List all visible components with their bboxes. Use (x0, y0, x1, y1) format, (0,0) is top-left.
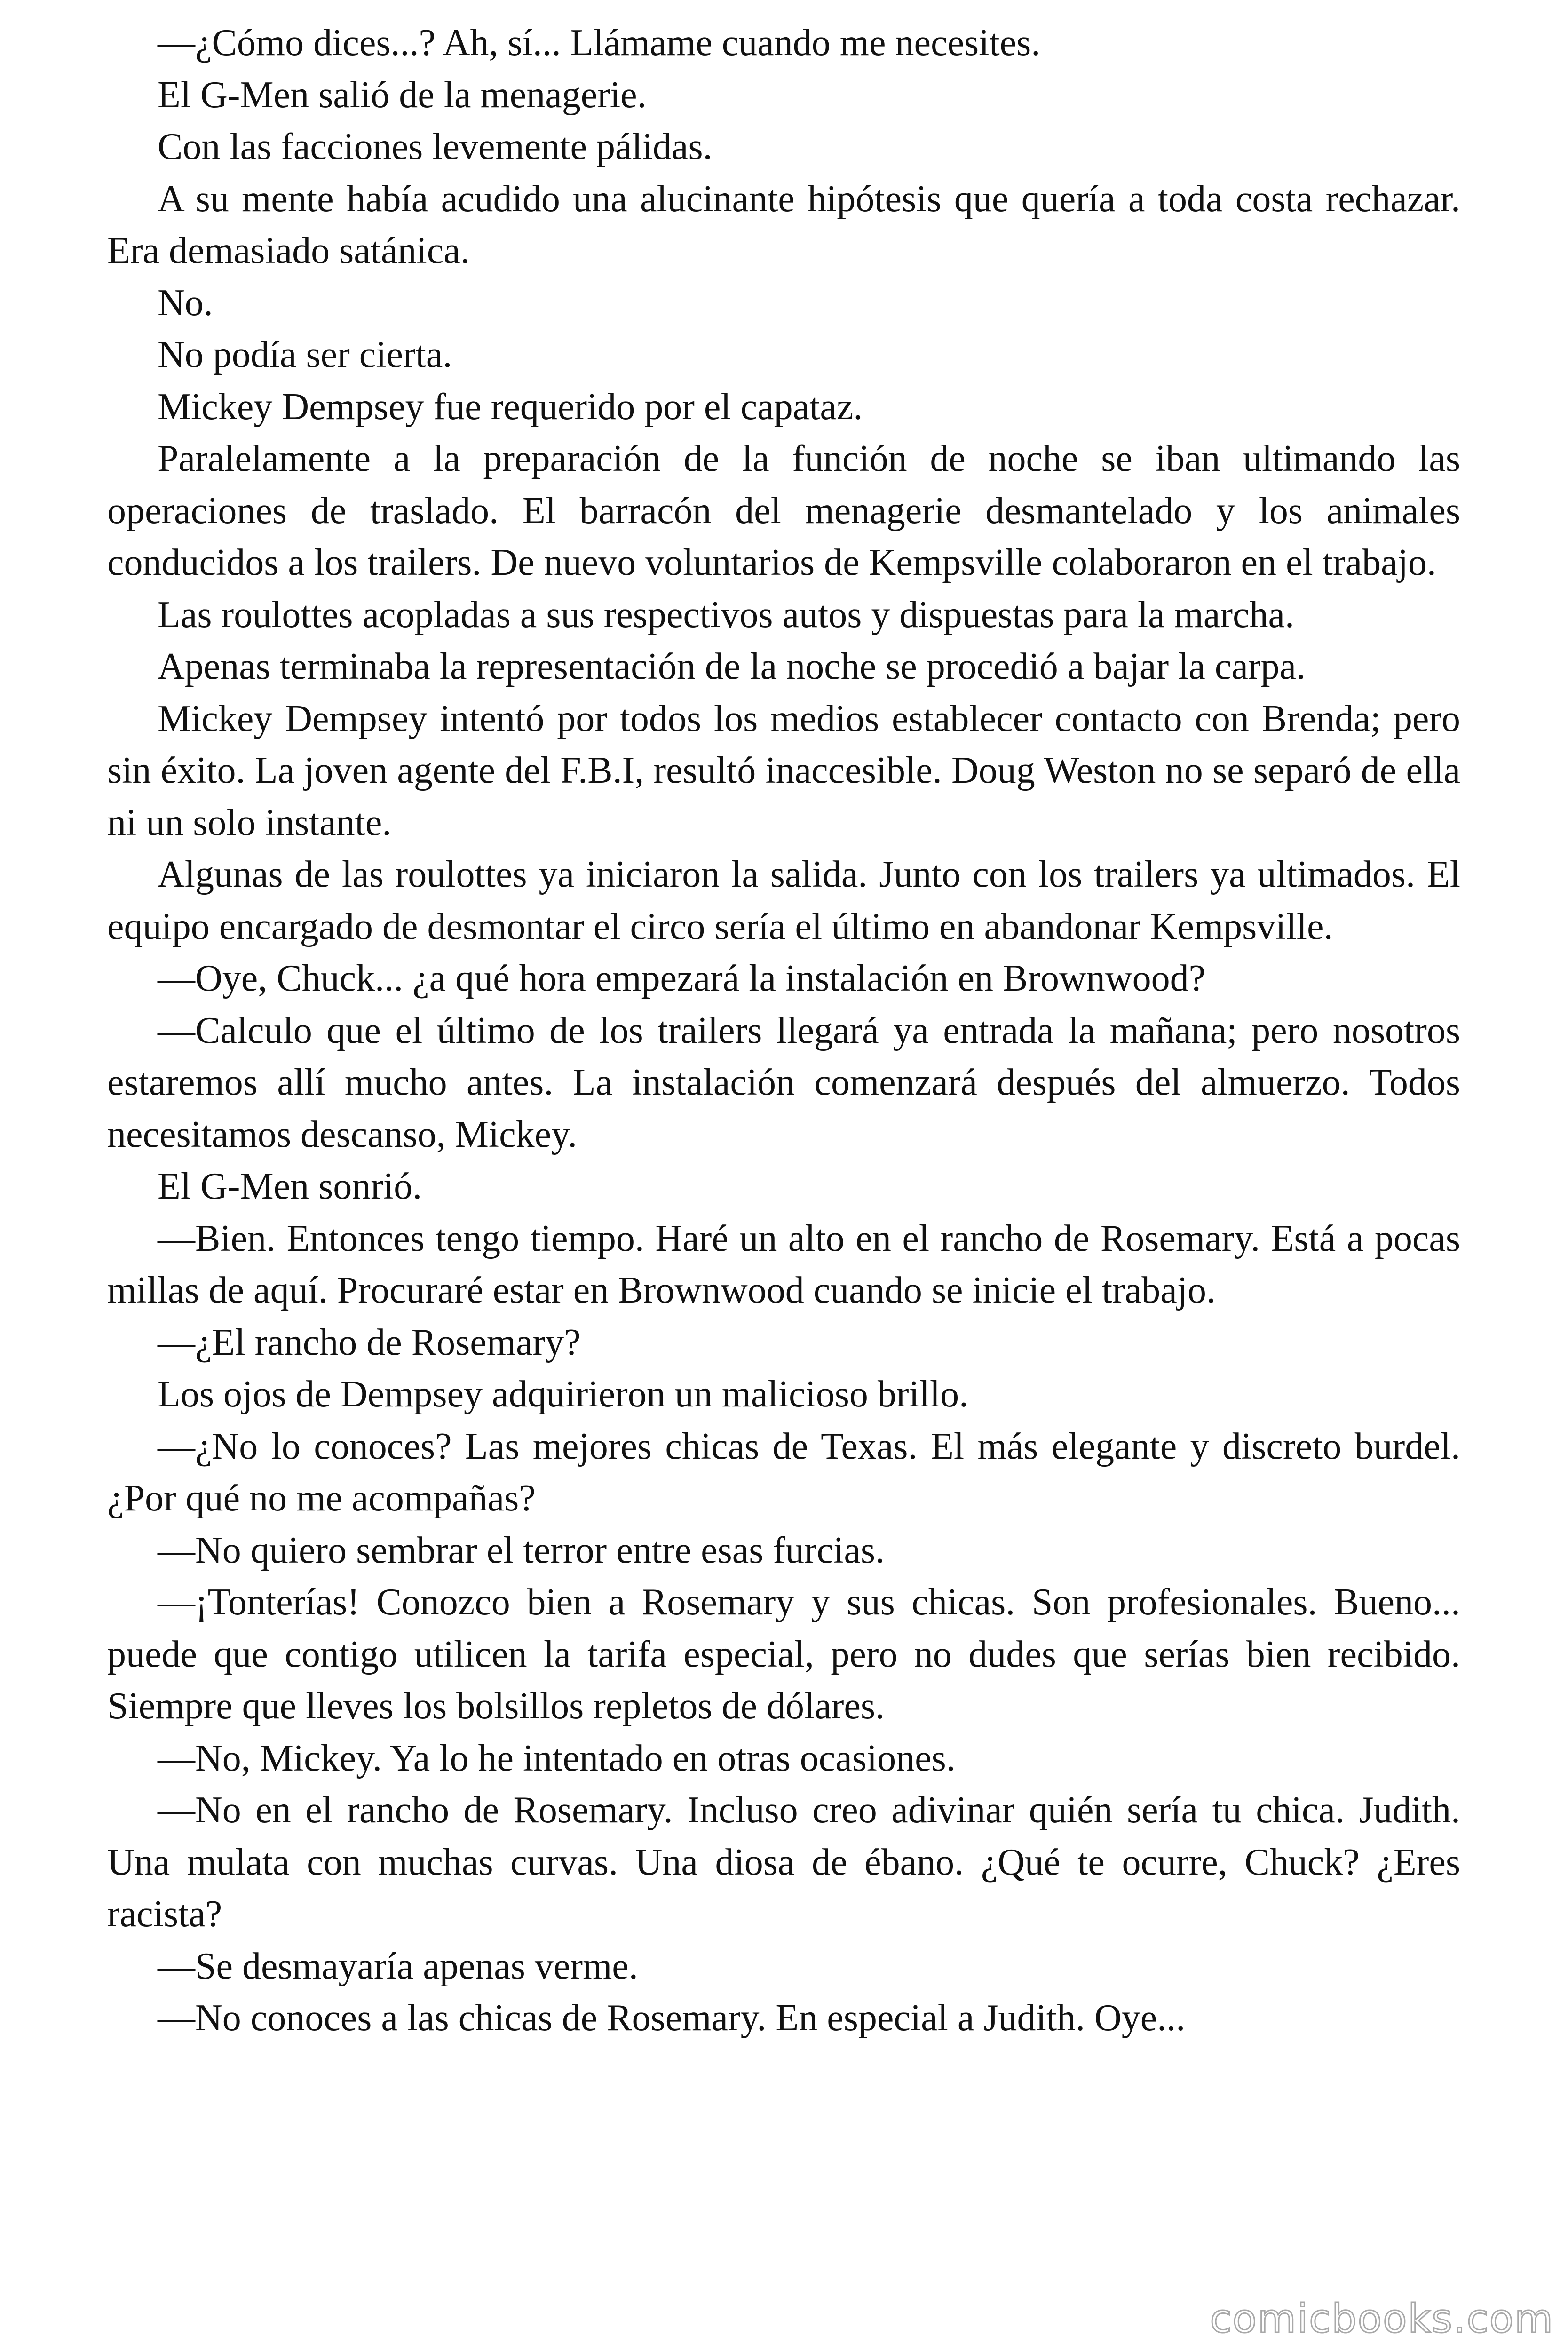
paragraph: —Calculo que el último de los trailers llegará ya entrada la mañana; pero nosotros estaremos allí mucho antes. La instalación comenzará después del almuerzo. Todos necesitamos descanso, Mickey. (107, 1009, 1460, 1155)
paragraph: Paralelamente a la preparación de la función de noche se iban ultimando las operaciones de traslado. El barracón del menagerie desmantelado y los animales conducidos a los trailers. De nuevo voluntarios de Kempsville colaboraron en el trabajo. (107, 438, 1460, 583)
paragraph: —Bien. Entonces tengo tiempo. Haré un alto en el rancho de Rosemary. Está a pocas millas de aquí. Procuraré estar en Brownwood cuando se inicie el trabajo. (107, 1217, 1460, 1311)
paragraph: —¿Cómo dices...? Ah, sí... Llámame cuando me necesites. (158, 22, 1041, 64)
paragraph: Con las facciones levemente pálidas. (158, 126, 713, 167)
paragraph: —¿No lo conoces? Las mejores chicas de Texas. El más elegante y discreto burdel. ¿Por qué no me acompañas? (107, 1425, 1460, 1519)
paragraph: —Oye, Chuck... ¿a qué hora empezará la instalación en Brownwood? (158, 958, 1206, 999)
paragraph: El G-Men salió de la menagerie. (158, 74, 647, 116)
paragraph: Apenas terminaba la representación de la noche se procedió a bajar la carpa. (158, 646, 1306, 687)
paragraph: No podía ser cierta. (158, 334, 452, 375)
paragraph: Las roulottes acopladas a sus respectivos autos y dispuestas para la marcha. (158, 594, 1295, 636)
paragraph: Los ojos de Dempsey adquirieron un malicioso brillo. (158, 1374, 969, 1415)
paragraph: —No conoces a las chicas de Rosemary. En especial a Judith. Oye... (158, 1997, 1186, 2039)
watermark: comicbooks.com (1210, 2296, 1554, 2342)
paragraph: Mickey Dempsey fue requerido por el capataz. (158, 386, 863, 428)
paragraph: Algunas de las roulottes ya iniciaron la salida. Junto con los trailers ya ultimados. El equipo encargado de desmontar el circo sería el último en abandonar Kempsville. (107, 854, 1460, 947)
paragraph: A su mente había acudido una alucinante hipótesis que quería a toda costa rechazar. Era demasiado satánica. (107, 178, 1460, 271)
paragraph: Mickey Dempsey intentó por todos los medios establecer contacto con Brenda; pero sin éxito. La joven agente del F.B.I, resultó inaccesible. Doug Weston no se separó de ella ni un solo instante. (107, 698, 1460, 843)
paragraph: —¡Tonterías! Conozco bien a Rosemary y sus chicas. Son profesionales. Bueno... puede que contigo utilicen la tarifa especial, pero no dudes que serías bien recibido. Siempre que lleves los bolsillos repletos de dólares. (107, 1581, 1460, 1727)
paragraph: —¿El rancho de Rosemary? (158, 1321, 581, 1363)
paragraph: No. (158, 282, 213, 324)
book-page-text (107, 17, 1460, 2044)
paragraph: —No en el rancho de Rosemary. Incluso creo adivinar quién sería tu chica. Judith. Una mulata con muchas curvas. Una diosa de ébano. ¿Qué te ocurre, Chuck? ¿Eres racista? (107, 1789, 1460, 1935)
paragraph: —No quiero sembrar el terror entre esas furcias. (158, 1529, 885, 1571)
paragraph: —Se desmayaría apenas verme. (158, 1945, 638, 1987)
paragraph: —No, Mickey. Ya lo he intentado en otras ocasiones. (158, 1737, 956, 1779)
paragraph: El G-Men sonrió. (158, 1166, 422, 1207)
